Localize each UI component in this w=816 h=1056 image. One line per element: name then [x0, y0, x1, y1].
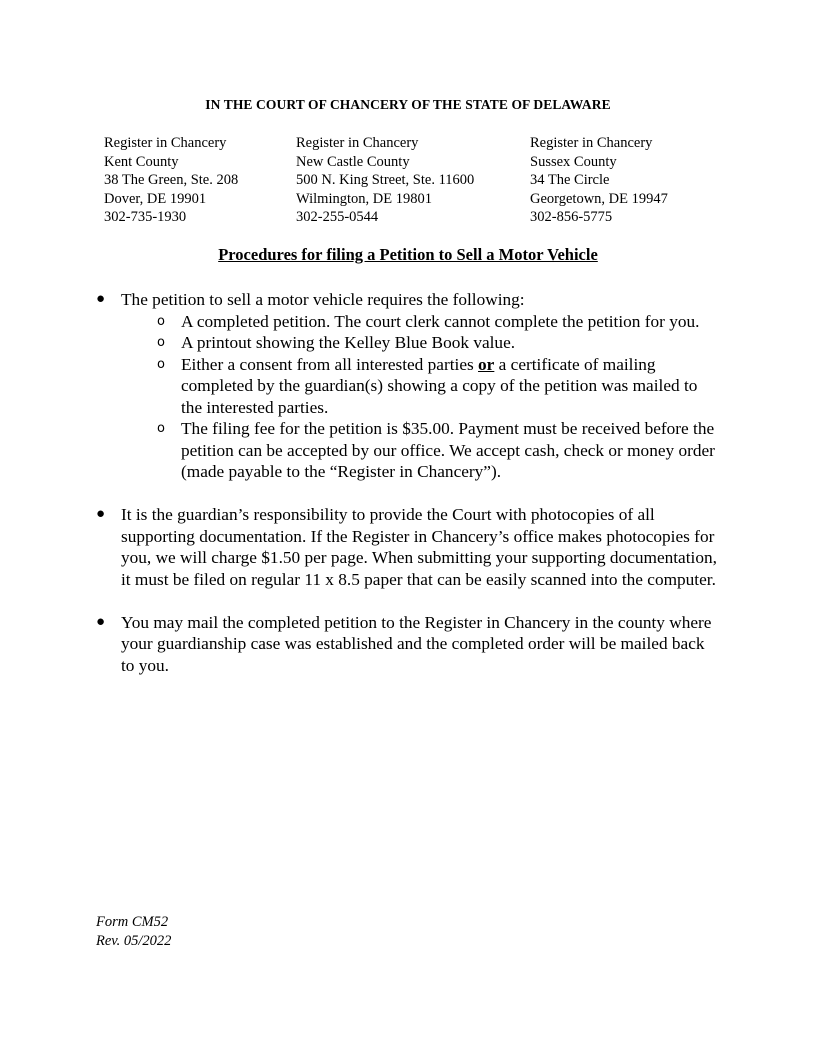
form-number: Form CM52 — [96, 914, 169, 930]
circle-bullet-icon: o — [157, 313, 165, 329]
bullet-dot-icon: ● — [96, 291, 106, 307]
office-name: Register in Chancery — [296, 135, 419, 151]
office-phone: 302-735-1930 — [104, 209, 187, 225]
circle-bullet-icon: o — [157, 421, 165, 436]
emphasis-or: or — [478, 354, 495, 374]
circle-bullet-icon: o — [157, 356, 165, 372]
bullet-photocopies — [0, 504, 721, 590]
office-name: Register in Chancery — [530, 135, 653, 151]
procedures-heading: Procedures for filing a Petition to Sell a Motor Vehicle — [218, 245, 598, 264]
sub-item-text: A printout showing the Kelley Blue Book value. — [181, 333, 516, 352]
circle-bullet-icon: o — [157, 335, 165, 350]
office-city: Dover, DE 19901 — [104, 190, 207, 207]
office-city: Georgetown, DE 19947 — [530, 190, 668, 207]
form-footer — [96, 913, 171, 951]
office-phone: 302-856-5775 — [530, 209, 613, 225]
office-name: Register in Chancery — [104, 135, 227, 151]
sub-item — [121, 354, 721, 419]
sub-item-text — [181, 355, 697, 417]
sub-item — [121, 311, 721, 333]
office-kent-county — [104, 134, 238, 227]
office-phone: 302-255-0544 — [296, 209, 379, 225]
bullet-text: It is the guardian’s responsibility to provide the Court with photocopies of all supporting documentation. If the Register in Chancery’s office makes photocopies for you, we will charge $1.50 per page. When submitting your supporting documentation, it must be filed on regular 11 x 8.5 paper that can be easily scanned into the computer. — [121, 505, 717, 589]
form-revision: Rev. 05/2022 — [96, 933, 172, 949]
office-street: 38 The Green, Ste. 208 — [104, 172, 239, 188]
sub-item — [121, 332, 721, 354]
procedures-list — [0, 289, 816, 698]
bullet-dot-icon: ● — [96, 613, 106, 630]
bullet-requirements — [0, 289, 721, 483]
sub-item-text-before: Either a consent from all interested parties — [181, 354, 479, 374]
office-sussex-county — [530, 134, 668, 227]
requirements-sublist — [121, 311, 721, 483]
bullet-text: You may mail the completed petition to the Register in Chancery in the county where your guardianship case was established and the completed order will be mailed back to you. — [121, 612, 712, 675]
bullet-mailing — [0, 612, 721, 677]
bullet-dot-icon: ● — [96, 506, 106, 522]
sub-item-text-after: a certificate of mailing completed by the guardian(s) showing a copy of the petition was mailed to the interested parties. — [181, 354, 698, 417]
office-city: Wilmington, DE 19801 — [296, 190, 432, 207]
sub-item-text: The filing fee for the petition is $35.00. Payment must be received before the petition can be accepted by our office. We accept cash, check or money order (made payable to the “Register in Chancery”). — [181, 419, 715, 481]
office-county: Kent County — [104, 153, 179, 170]
office-new-castle-county — [296, 134, 474, 227]
office-county: New Castle County — [296, 153, 410, 170]
sub-item-text: A completed petition. The court clerk cannot complete the petition for you. — [181, 311, 700, 331]
office-street: 34 The Circle — [530, 172, 610, 188]
court-title: IN THE COURT OF CHANCERY OF THE STATE OF DELAWARE — [205, 97, 611, 112]
office-county: Sussex County — [530, 153, 617, 170]
sub-item — [121, 418, 721, 483]
office-street: 500 N. King Street, Ste. 11600 — [296, 172, 475, 188]
bullet-text: The petition to sell a motor vehicle requires the following: — [121, 290, 525, 309]
